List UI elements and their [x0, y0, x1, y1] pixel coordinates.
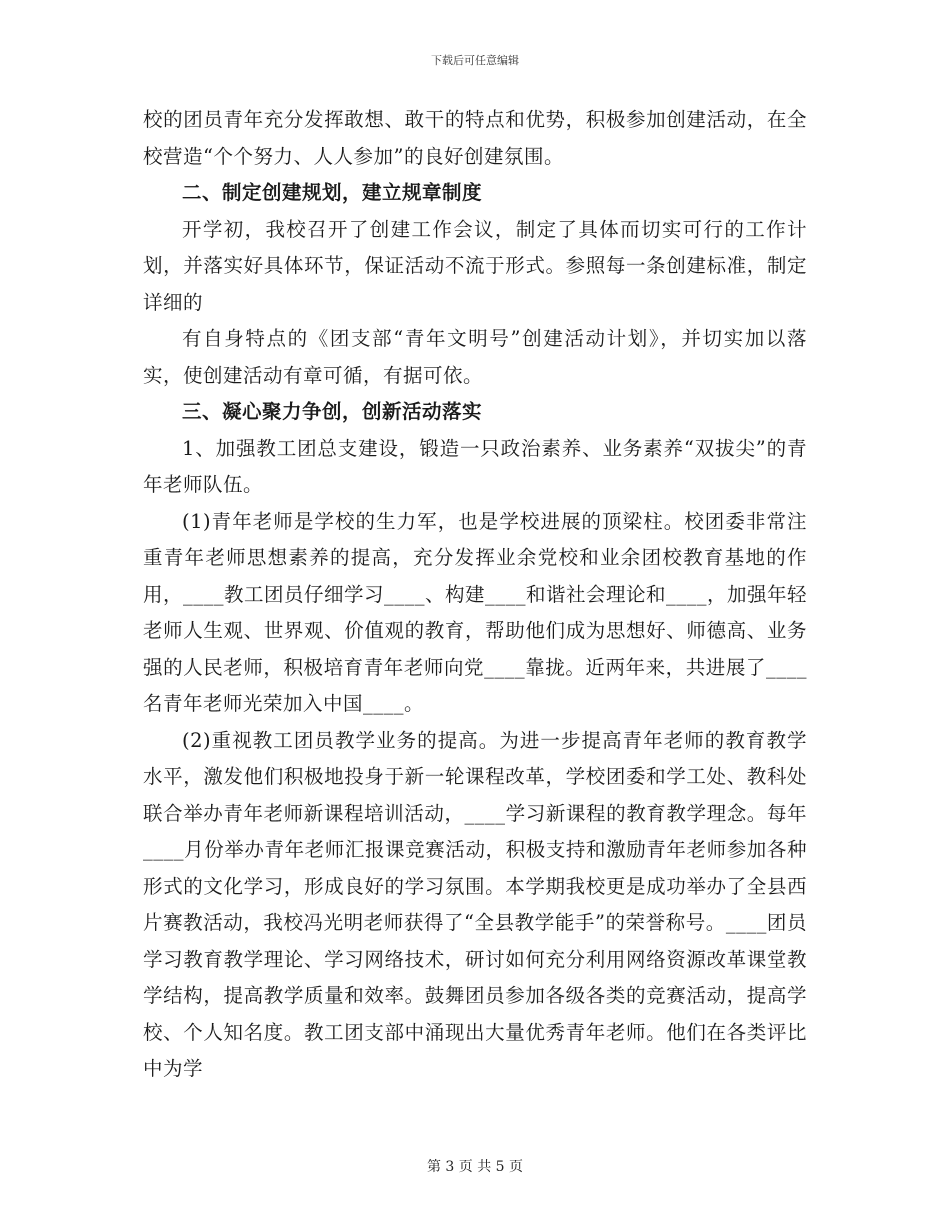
paragraph-3: 开学初，我校召开了创建工作会议，制定了具体而切实可行的工作计划，并落实好具体环节，保证活动不流于形式。参照每一条创建标准，制定详细的 [143, 217, 807, 314]
paragraph-1: 校的团员青年充分发挥敢想、敢干的特点和优势，积极参加创建活动，在全校营造“个个努力、人人参加”的良好创建氛围。 [143, 108, 807, 168]
page-number-footer: 第 3 页 共 5 页 [426, 1159, 524, 1175]
paragraph-6: 1、加强教工团总支建设，锻造一只政治素养、业务素养“双拔尖”的青年老师队伍。 [143, 436, 807, 496]
section-heading-2: 二、制定创建规划，建立规章制度 [182, 181, 483, 204]
paragraph-7: (1)青年老师是学校的生力军，也是学校进展的顶梁柱。校团委非常注重青年老师思想素养的提高，充分发挥业余党校和业余团校教育基地的作用，____教工团员仔细学习____、构建____和谐社会理论和____，加强年轻老师人生观、世界观、价值观的教育，帮助他们成为思想好、师德高、业务强的人民老师，积极培育青年老师向党____靠拢。近两年来，共进展了____名青年老师光荣加入中国____。 [143, 509, 808, 715]
section-heading-3: 三、凝心聚力争创，创新活动落实 [182, 400, 483, 423]
page-header-note: 下载后可任意编辑 [431, 54, 519, 67]
paragraph-4: 有自身特点的《团支部“青年文明号”创建活动计划》，并切实加以落实，使创建活动有章可循，有据可依。 [143, 327, 807, 387]
document-body [143, 102, 807, 1088]
paragraph-8: (2)重视教工团员教学业务的提高。为进一步提高青年老师的教育教学水平，激发他们积极地投身于新一轮课程改革，学校团委和学工处、教科处联合举办青年老师新课程培训活动，____学习新课程的教育教学理念。每年____月份举办青年老师汇报课竞赛活动，积极支持和激励青年老师参加各种形式的文化学习，形成良好的学习氛围。本学期我校更是成功举办了全县西片赛教活动，我校冯光明老师获得了“全县教学能手”的荣誉称号。____团员学习教育教学理论、学习网络技术，研讨如何充分利用网络资源改革课堂教学结构，提高教学质量和效率。鼓舞团员参加各级各类的竞赛活动，提高学校、个人知名度。教工团支部中涌现出大量优秀青年老师。他们在各类评比中为学 [143, 728, 807, 1080]
